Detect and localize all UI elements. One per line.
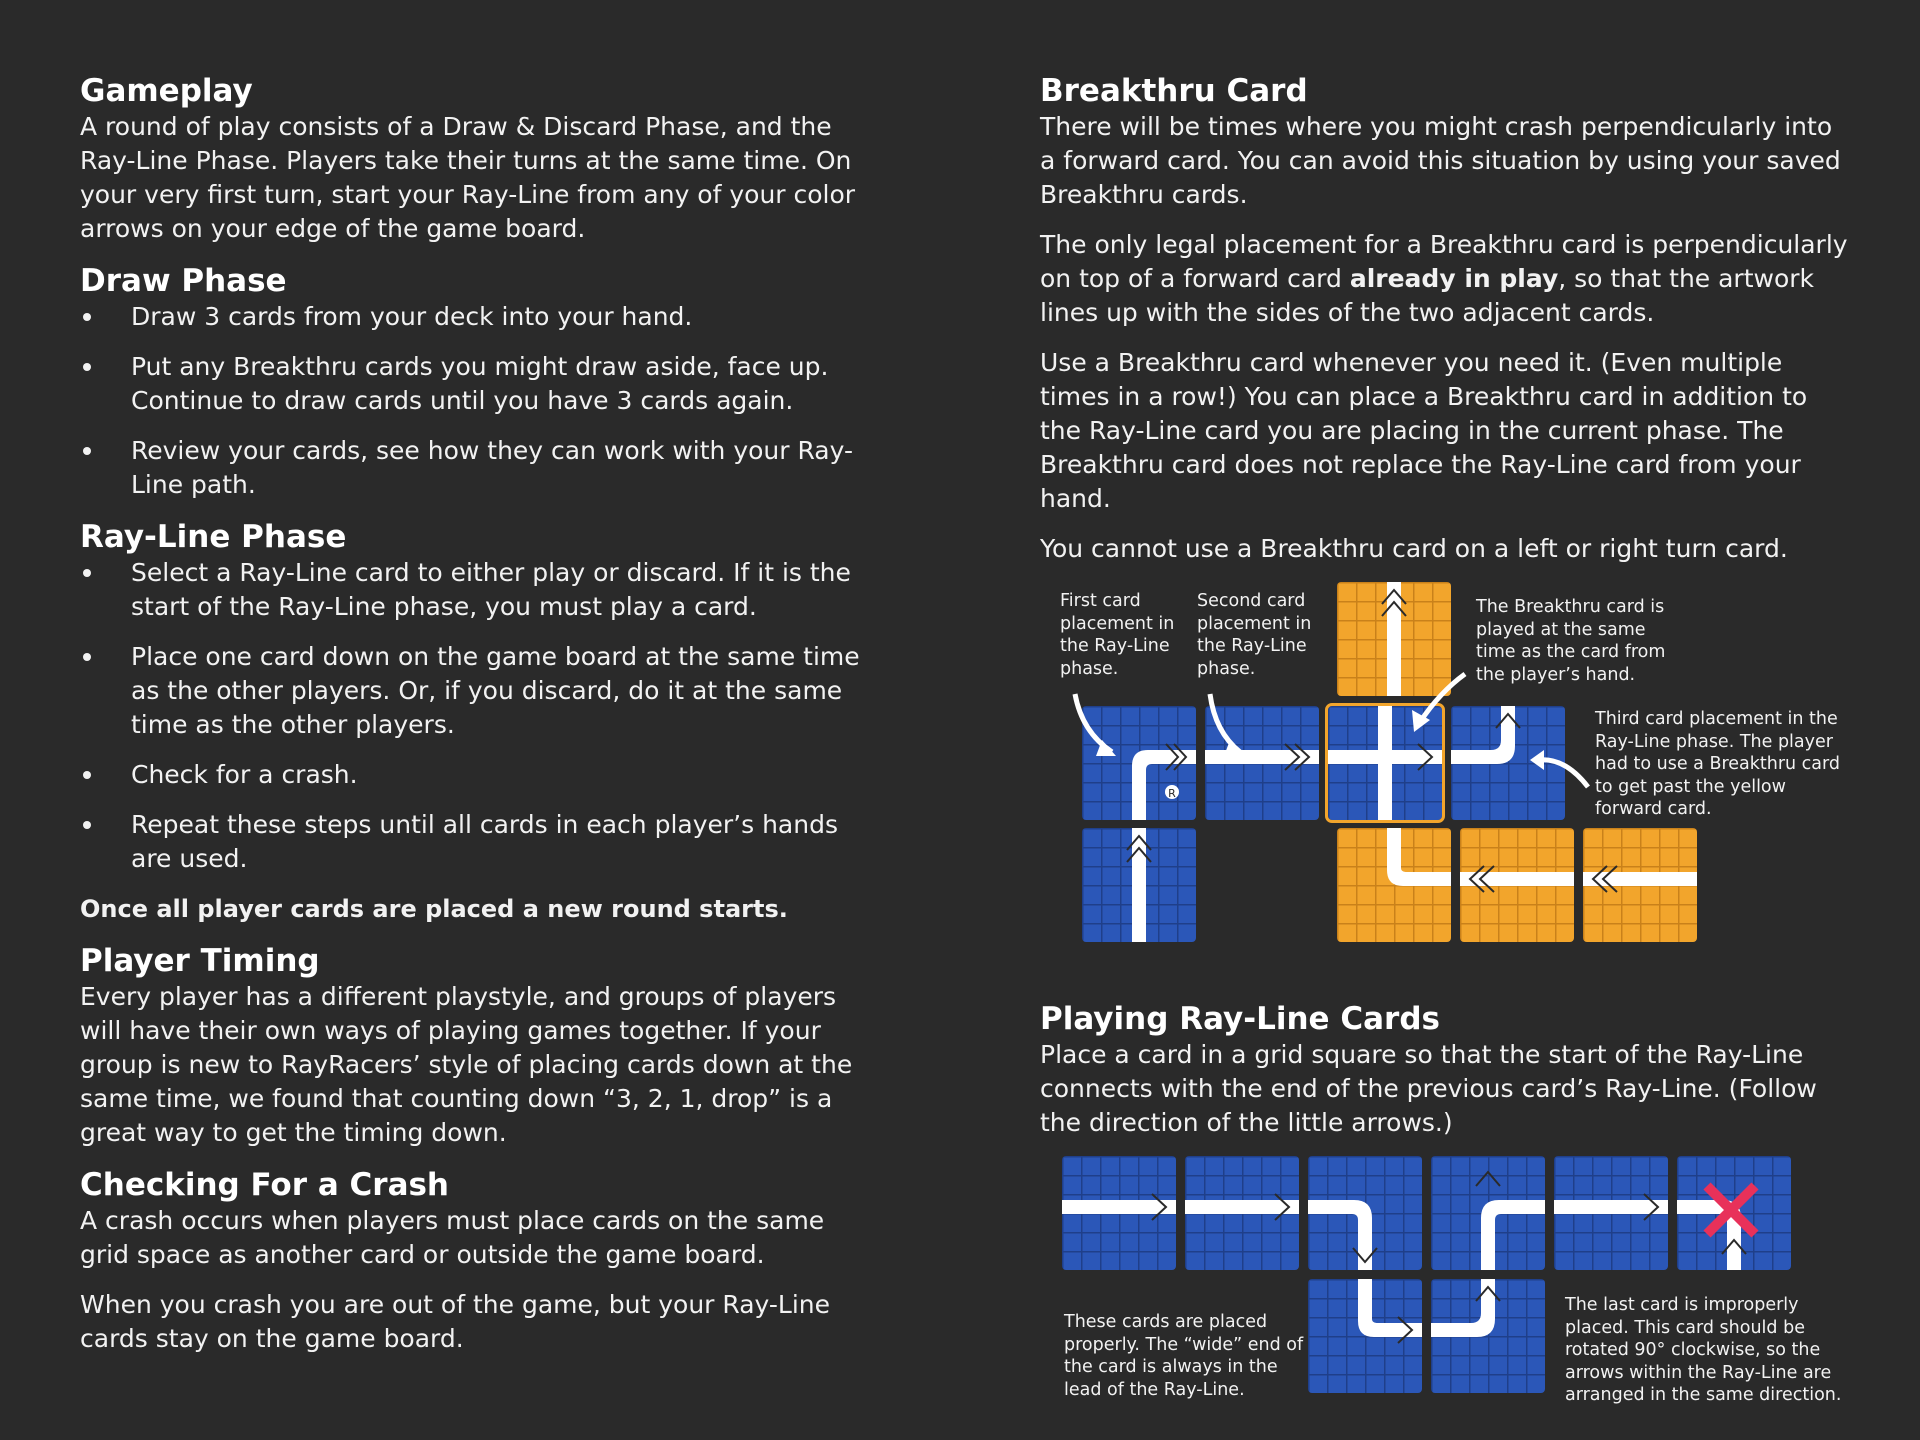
- rayline-turn-icon: [1451, 706, 1565, 820]
- crash-heading: Checking For a Crash: [80, 1167, 450, 1203]
- player-timing-section: [80, 942, 880, 1150]
- blue-wrong-card: [1677, 1156, 1791, 1270]
- rayline-turn-icon: [1337, 828, 1451, 942]
- caption-third-card: Third card placement in the Ray-Line phase. The player had to use a Breakthru card to get past the yellow forward card.: [1595, 709, 1841, 819]
- blue-straight-card: [1554, 1156, 1668, 1270]
- rayline-turn-icon: [1308, 1279, 1422, 1393]
- caption-proper-placement: These cards are placed properly. The “wide” end of the card is always in the lead of the Ray-Line.: [1064, 1312, 1304, 1400]
- playing-text: Place a card in a grid square so that the start of the Ray-Line connects with the end of the previous card’s Ray-Line. (Follow the direction of the little arrows.): [1040, 1040, 1817, 1137]
- rayline-straight-icon: [1337, 582, 1451, 696]
- breakthru-section: [1040, 72, 1850, 566]
- breakthru-heading: Breakthru Card: [1040, 73, 1308, 109]
- gameplay-section: [80, 72, 880, 246]
- blue-turn-card: [1082, 706, 1196, 820]
- blue-turn-card: [1431, 1156, 1545, 1270]
- caption-improper-placement: The last card is improperly placed. This card should be rotated 90° clockwise, so the arrows within the Ray-Line are arranged in the same direction.: [1565, 1295, 1842, 1405]
- rayline-straight-icon: [1082, 828, 1196, 942]
- breakthru-p2-bold: already in play: [1349, 264, 1559, 293]
- new-round-note: Once all player cards are placed a new round starts.: [80, 895, 788, 923]
- rayline-turn-icon: [1308, 1156, 1422, 1270]
- gameplay-text: A round of play consists of a Draw & Discard Phase, and the Ray-Line Phase. Players take their turns at the same time. On your very first turn, start your Ray-Line from any of your color arrows on your edge of the game board.: [80, 112, 856, 243]
- rayline-straight-icon: [1554, 1156, 1668, 1270]
- right-column: [1040, 72, 1850, 1431]
- player-timing-heading: Player Timing: [80, 943, 320, 979]
- breakthru-figure: [1040, 582, 1850, 982]
- blue-turn-card: [1431, 1279, 1545, 1393]
- list-item: Place one card down on the game board at the same time as the other players. Or, if you discard, do it at the same time as the other players.: [80, 640, 880, 742]
- list-item: Put any Breakthru cards you might draw aside, face up. Continue to draw cards until you have 3 cards again.: [80, 350, 880, 418]
- yellow-straight-card: [1460, 828, 1574, 942]
- blue-straight-card: [1082, 828, 1196, 942]
- breakthru-p1: There will be times where you might crash perpendicularly into a forward card. You can avoid this situation by using your saved Breakthru cards.: [1040, 112, 1841, 209]
- blue-turn-card: [1308, 1279, 1422, 1393]
- draw-phase-heading: Draw Phase: [80, 263, 287, 299]
- rayline-straight-icon: [1062, 1156, 1176, 1270]
- rayline-turn-icon: [1431, 1279, 1545, 1393]
- placement-figure: [1040, 1156, 1850, 1431]
- rayline-straight-icon: [1185, 1156, 1299, 1270]
- breakthru-card: [1328, 706, 1442, 820]
- caption-first-card: First card placement in the Ray-Line phase.: [1060, 591, 1175, 679]
- blue-straight-card: [1185, 1156, 1299, 1270]
- left-column: [80, 72, 880, 1372]
- blue-straight-card: [1205, 706, 1319, 820]
- blue-straight-card: [1062, 1156, 1176, 1270]
- yellow-forward-card: [1337, 582, 1451, 696]
- yellow-straight-card: [1583, 828, 1697, 942]
- breakthru-p2-start: The only legal placement for a Breakthru card is perpendicularly on top of a forward card: [1040, 230, 1848, 293]
- list-item: Select a Ray-Line card to either play or discard. If it is the start of the Ray-Line phase, you must play a card.: [80, 556, 880, 624]
- breakthru-p4: You cannot use a Breakthru card on a left or right turn card.: [1040, 534, 1788, 563]
- crash-section: [80, 1166, 880, 1356]
- crash-text-2: When you crash you are out of the game, but your Ray-Line cards stay on the game board.: [80, 1290, 830, 1353]
- caption-breakthru-card: The Breakthru card is played at the same time as the card from the player’s hand.: [1476, 597, 1666, 685]
- blue-turn-card: [1308, 1156, 1422, 1270]
- gameplay-heading: Gameplay: [80, 73, 253, 109]
- rayline-phase-heading: Ray-Line Phase: [80, 519, 347, 555]
- list-item: Draw 3 cards from your deck into your hand.: [80, 300, 880, 334]
- rayline-phase-list: [80, 556, 880, 876]
- rayline-cross-icon: [1328, 706, 1442, 820]
- crash-text-1: A crash occurs when players must place cards on the same grid space as another card or outside the game board.: [80, 1206, 825, 1269]
- rayline-straight-icon: [1205, 706, 1319, 820]
- rayline-turn-icon: [1431, 1156, 1545, 1270]
- playing-section: [1040, 1000, 1850, 1140]
- rayline-turn-icon: [1677, 1156, 1791, 1270]
- rayline-straight-icon: [1460, 828, 1574, 942]
- badge-r: R: [1168, 787, 1176, 800]
- draw-phase-list: [80, 300, 880, 502]
- rayline-turn-icon: [1082, 706, 1196, 820]
- rayline-straight-icon: [1583, 828, 1697, 942]
- rayline-phase-section: [80, 518, 880, 926]
- blue-third-card: [1451, 706, 1565, 820]
- list-item: Repeat these steps until all cards in each player’s hands are used.: [80, 808, 880, 876]
- list-item: Check for a crash.: [80, 758, 880, 792]
- breakthru-p3: Use a Breakthru card whenever you need it. (Even multiple times in a row!) You can place a Breakthru card in addition to the Ray-Line card you are placing in the current phase. The Breakthru card does not replace the Ray-Line card from your hand.: [1040, 348, 1808, 513]
- caption-second-card: Second card placement in the Ray-Line phase.: [1197, 591, 1312, 679]
- yellow-turn-card: [1337, 828, 1451, 942]
- playing-heading: Playing Ray-Line Cards: [1040, 1001, 1440, 1037]
- breakthru-p2-end: , so that the artwork lines up with the sides of the two adjacent cards.: [1040, 264, 1815, 327]
- draw-phase-section: [80, 262, 880, 502]
- player-timing-text: Every player has a different playstyle, and groups of players will have their own ways of playing games together. If your group is new to RayRacers’ style of placing cards down at the same time, we found that counting down “3, 2, 1, drop” is a great way to get the timing down.: [80, 982, 853, 1147]
- list-item: Review your cards, see how they can work with your Ray-Line path.: [80, 434, 880, 502]
- breakthru-p2: [1040, 228, 1850, 330]
